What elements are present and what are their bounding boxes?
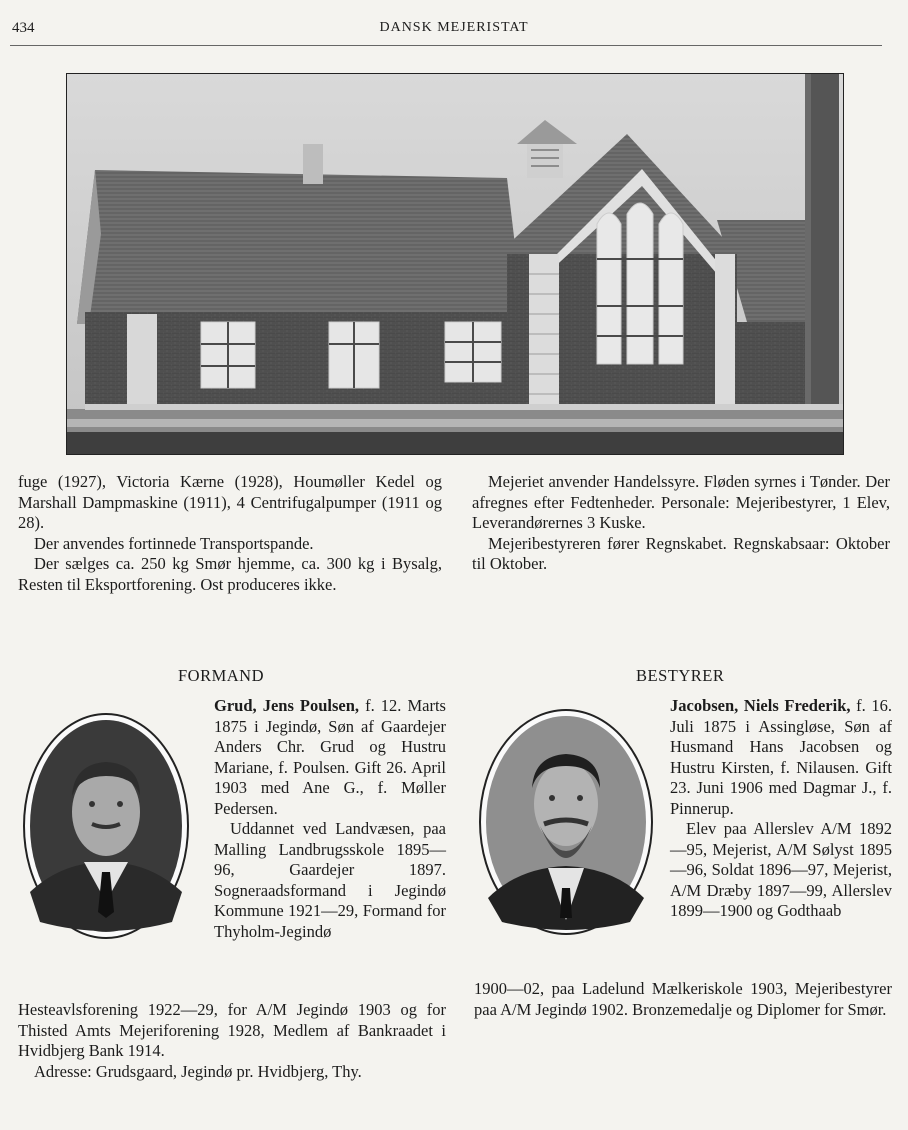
dairy-building-photo [66,73,844,455]
bestyrer-birth-text: f. 16. Juli 1875 i Assingløse, Søn af Husmand Hans Jacobsen og Hustru Kirsten, f. Nilausen. Gift 23. Juni 1906 med Dagmar J., f. Pinnerup. [670,696,893,818]
formand-career-text: Uddannet ved Landvæsen, paa Malling Landbrugsskole 1895—96, Gaardejer 1897. Sogneraadsformand i Jegindø Kommune 1921—29, Formand for Thyholm-Jegindø [214,819,446,941]
header-rule [10,45,882,46]
right-column [472,472,890,575]
formand-name: Grud, Jens Poulsen, [214,696,360,715]
formand-career-continued: Hesteavlsforening 1922—29, for A/M Jegindø 1903 og for Thisted Amts Mejeriforening 1928, Medlem af Bankraadet i Hvidbjerg Bank 1914. [18,1000,446,1060]
formand-text-beside [214,696,446,942]
running-title: DANSK MEJERISTAT [379,20,529,35]
left-paragraph: Der sælges ca. 250 kg Smør hjemme, ca. 300 kg i Bysalg, Resten til Eksportforening. Ost produceres ikke. [18,554,442,594]
formand-address: Adresse: Grudsgaard, Jegindø pr. Hvidbjerg, Thy. [34,1061,362,1081]
bestyrer-career-text: Elev paa Allerslev A/M 1892—95, Mejerist, A/M Sølyst 1895—96, Soldat 1896—97, Mejerist, A/M Dræby 1897—99, Allerslev 1899—1900 og Godthaab [670,819,892,920]
bestyrer-text-full [474,979,892,1020]
bestyrer-portrait [478,708,654,941]
formand-portrait [22,712,190,945]
page-number: 434 [12,20,35,36]
left-column [18,472,442,595]
bestyrer-text-beside [670,696,892,922]
right-paragraph: Mejeribestyreren fører Regnskabet. Regnskabsaar: Oktober til Oktober. [472,533,890,573]
bestyrer-career-continued: 1900—02, paa Ladelund Mælkeriskole 1903, Mejeribestyrer paa A/M Jegindø 1902. Bronzemedalje og Diplomer for Smør. [474,979,892,1019]
right-paragraph: Mejeriet anvender Handelssyre. Fløden syrnes i Tønder. Der afregnes efter Fedtenheder. Personale: Mejeribestyrer, 1 Elev, Leverandørernes 3 Kuske. [472,472,890,532]
bestyrer-name: Jacobsen, Niels Frederik, [670,696,851,715]
formand-heading: FORMAND [178,666,265,685]
left-paragraph: fuge (1927), Victoria Kærne (1928), Houmøller Kedel og Marshall Dampmaskine (1911), 4 Centrifugalpumper (1911 og 28). [18,472,442,532]
bestyrer-heading: BESTYRER [636,666,725,685]
left-paragraph: Der anvendes fortinnede Transportspande. [34,533,314,553]
formand-birth-text: f. 12. Marts 1875 i Jegindø, Søn af Gaardejer Anders Chr. Grud og Hustru Mariane, f. Poulsen. Gift 26. April 1903 med Ane G., f. Møller Pedersen. [214,696,446,818]
formand-text-full [18,1000,446,1082]
